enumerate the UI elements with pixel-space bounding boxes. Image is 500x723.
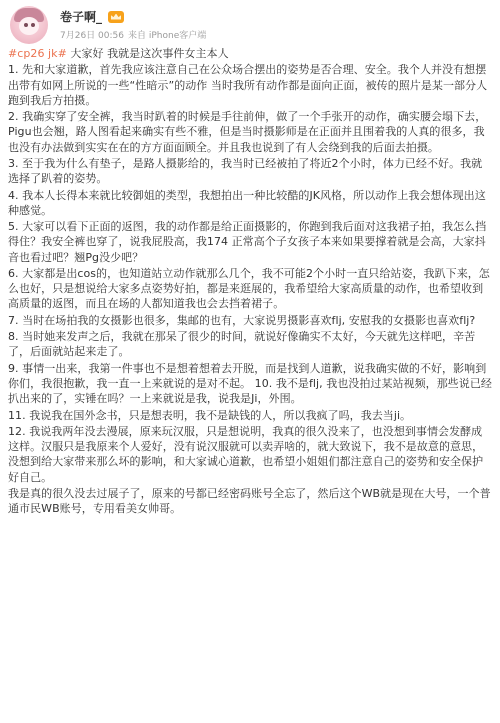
post-header bbox=[0, 0, 500, 46]
post-source: 来自 iPhone客户端 bbox=[127, 31, 207, 41]
paragraph-2: 2. 我确实穿了安全裤，我当时趴着的时候是手往前伸，做了一个手张开的动作，确实腰会塌下去，Pigu也会翘，路人图看起来确实有些不雅，但是当时摄影师是在正面并且围着我的人真的很多，我也没有办法做到实实在在的方方面面顾全。并且我也说到了有人会绕到我的后面去拍摄。 bbox=[8, 110, 487, 154]
paragraph-12: 12. 我说我两年没去漫展，原来玩汉服，只是想说明，我真的很久没来了，也没想到事情会发酵成这样。汉服只是我原来个人爱好，没有说汉服就可以卖弄啥的，就大致说下，我不是故意的意思，没想到给大家带来那么坏的影响，和大家诚心道歉，也希望小姐姐们都注意自己的姿势和安全保护好自己。 bbox=[8, 424, 484, 484]
paragraph-closing: 我是真的很久没去过展子了，原来的号都已经密码账号全忘了，然后这个WB就是现在大号，一个普通市民WB账号，专用看美女帅哥。 bbox=[8, 486, 491, 516]
avatar-eye-right bbox=[31, 23, 35, 27]
paragraph-8: 8. 当时她来发声之后，我就在那呆了很少的时间，就说好像确实不太好，今天就先这样吧，辛苦了，后面就站起来走了。 bbox=[8, 330, 476, 359]
post-intro bbox=[8, 46, 492, 61]
vip-crown-icon bbox=[108, 11, 124, 23]
avatar[interactable] bbox=[10, 6, 48, 44]
paragraph-9-10: 9. 事情一出来，我第一件事也不是想着想着去开脱，而是找到人道歉，说我确实做的不好，影响到你们，我很抱歉，我一直一上来就说的是对不起。 10. 我不是flj, 我也没拍过某站视频，那些说已经扒出来的了，实锤在吗？一上来就说是我，说我是Ji，外围。 bbox=[8, 361, 492, 406]
paragraph-3: 3. 至于我为什么有垫子，是路人摄影给的，我当时已经被拍了将近2个小时，体力已经不好。我就选择了趴着的姿势。 bbox=[8, 156, 483, 186]
paragraph-11: 11. 我说我在国外念书，只是想表明，我不是缺钱的人，所以我疯了吗，我去当ji。 bbox=[8, 408, 412, 422]
avatar-eye-left bbox=[24, 23, 28, 27]
paragraph-1: 1. 先和大家道歉，首先我应该注意自己在公众场合摆出的姿势是否合理、安全。我个人并没有想摆出带有如网上所说的一些“性暗示”的动作 当时我所有动作都是面向正面，被传的照片是某一部分人跑到我后方拍摄。 bbox=[8, 63, 488, 107]
post-lead: 大家好 我就是这次事件女主本人 bbox=[66, 47, 229, 60]
paragraph-7: 7. 当时在场拍我的女摄影也很多，集邮的也有，大家说男摄影喜欢flj, 安慰我的女摄影也喜欢flj? bbox=[8, 313, 476, 327]
author-name[interactable]: 卷子啊_ bbox=[60, 10, 103, 24]
paragraph-6: 6. 大家都是出cos的，也知道站立动作就那么几个，我不可能2个小时一直只给站姿，我趴下来，怎么也好，只是想说给大家多点姿势好拍，都是来逛展的，我希望给大家高质量的动作，也希望收到高质量的返图，而且在场的人都知道我也会去挡着裙子。 bbox=[8, 266, 490, 311]
post-content bbox=[8, 46, 492, 518]
paragraph-4: 4. 我本人长得本来就比较御姐的类型，我想拍出一种比较酷的JK风格，所以动作上我会想体现出这种感觉。 bbox=[8, 188, 486, 217]
post-date: 7月26日 00:56 bbox=[60, 31, 124, 41]
topic-tag-link[interactable]: #cp26 jk# bbox=[8, 47, 67, 60]
author-line bbox=[60, 8, 124, 25]
paragraph-5: 5. 大家可以看下正面的返图，我的动作都是给正面摄影的，你跑到我后面对这我裙子拍，我怎么挡得住？我安全裤也穿了，说我屁股高，我174 正常高个子女孩子本来如果要撑着就是会高，大家抖音也看过吧？翘Pg没少吧？ bbox=[8, 220, 487, 264]
post-meta bbox=[60, 28, 206, 41]
avatar-face bbox=[19, 17, 39, 35]
